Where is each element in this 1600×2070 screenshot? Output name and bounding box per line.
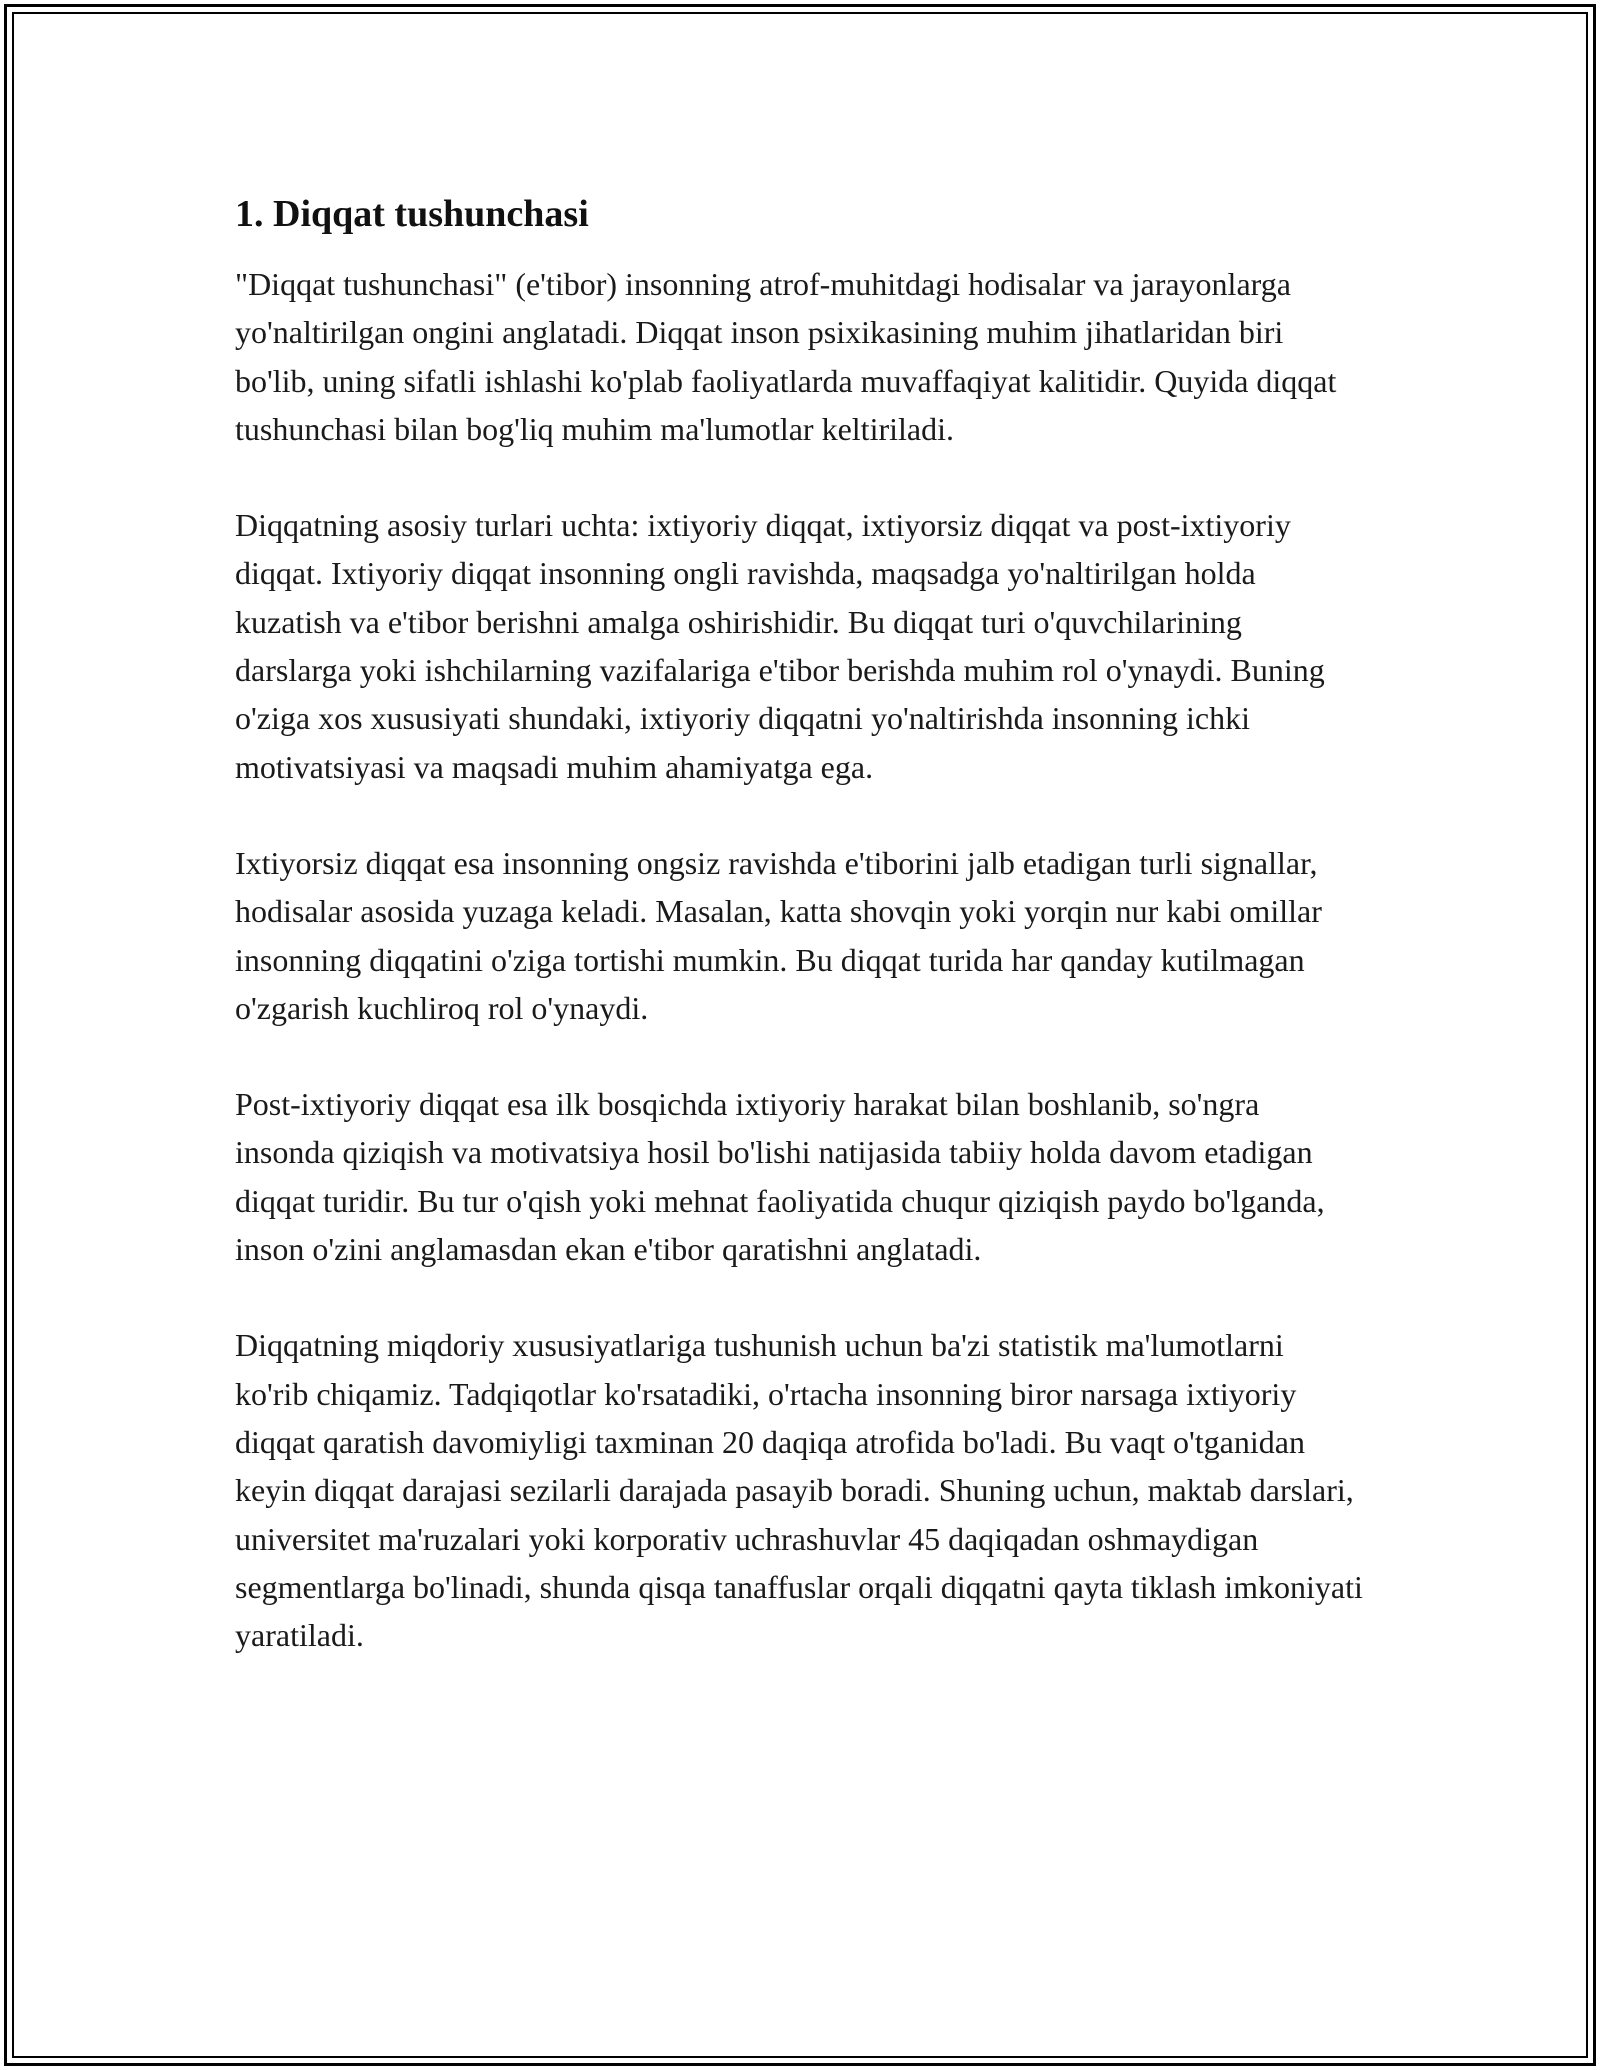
paragraph-statistics: Diqqatning miqdoriy xususiyatlariga tushunish uchun ba'zi statistik ma'lumotlarni ko'rib chiqamiz. Tadqiqotlar ko'rsatadiki, o'rtacha insonning biror narsaga ixtiyoriy diqqat qaratish davomiyligi taxminan 20 daqiqa atrofida bo'ladi. Bu vaqt o'tganidan keyin diqqat darajasi sezilarli darajada pasayib boradi. Shuning uchun, maktab darslari, universitet ma'ruzalari yoki korporativ uchrashuvlar 45 daqiqadan oshmaydigan segmentlarga bo'linadi, shunda qisqa tanaffuslar orqali diqqatni qayta tiklash imkoniyati yaratiladi. [235, 1327, 1363, 1654]
document-body [235, 186, 1365, 1707]
paragraph-types: Diqqatning asosiy turlari uchta: ixtiyoriy diqqat, ixtiyorsiz diqqat va post-ixtiyoriy diqqat. Ixtiyoriy diqqat insonning ongli ravishda, maqsadga yo'naltirilgan holda kuzatish va e'tibor berishni amalga oshirishidir. Bu diqqat turi o'quvchilarining darslarga yoki ishchilarning vazifalariga e'tibor berishda muhim rol o'ynaydi. Buning o'ziga xos xususiyati shundaki, ixtiyoriy diqqatni yo'naltirishda insonning ichki motivatsiyasi va maqsadi muhim ahamiyatga ega. [235, 507, 1325, 785]
paragraph-post-voluntary: Post-ixtiyoriy diqqat esa ilk bosqichda ixtiyoriy harakat bilan boshlanib, so'ngra insonda qiziqish va motivatsiya hosil bo'lishi natijasida tabiiy holda davom etadigan diqqat turidir. Bu tur o'qish yoki mehnat faoliyatida chuqur qiziqish paydo bo'lganda, inson o'zini anglamasdan ekan e'tibor qaratishni anglatadi. [235, 1086, 1325, 1268]
paragraph-involuntary: Ixtiyorsiz diqqat esa insonning ongsiz ravishda e'tiborini jalb etadigan turli signallar, hodisalar asosida yuzaga keladi. Masalan, katta shovqin yoki yorqin nur kabi omillar insonning diqqatini o'ziga tortishi mumkin. Bu diqqat turida har qanday kutilmagan o'zgarish kuchliroq rol o'ynaydi. [235, 844, 1322, 1026]
paragraph-intro: "Diqqat tushunchasi" (e'tibor) insonning atrof-muhitdagi hodisalar va jarayonlarga yo'naltirilgan ongini anglatadi. Diqqat inson psixikasining muhim jihatlaridan biri bo'lib, uning sifatli ishlashi ko'plab faoliyatlarda muvaffaqiyat kalitidir. Quyida diqqat tushunchasi bilan bog'liq muhim ma'lumotlar keltiriladi. [235, 266, 1337, 447]
section-heading: 1. Diqqat tushunchasi [235, 193, 589, 235]
